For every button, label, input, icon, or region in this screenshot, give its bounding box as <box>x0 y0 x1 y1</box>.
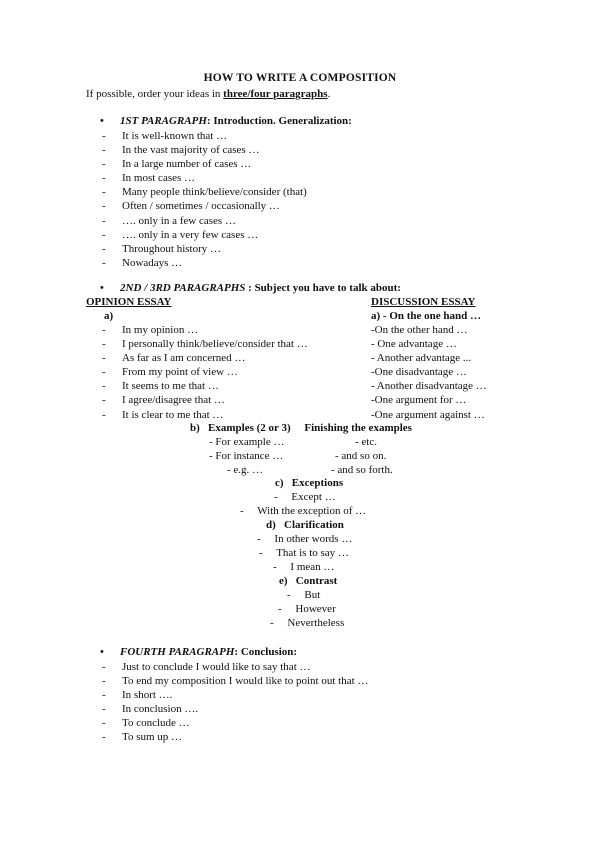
second-paragraph-label: 2ND / 3RD PARAGRAPHS <box>120 282 246 294</box>
opinion-marker: a) <box>104 310 114 322</box>
example-item: - For instance … <box>209 450 284 462</box>
example-item: - e.g. … <box>227 464 264 476</box>
exceptions-heading: c) Exceptions <box>275 477 344 489</box>
contrast-item: - However <box>278 603 336 615</box>
bullet-icon: • <box>100 646 104 658</box>
finishing-item: - etc. <box>355 436 377 448</box>
clarification-item: - In other words … <box>257 533 353 545</box>
first-paragraph-heading-text: : Introduction. Generalization: <box>206 115 352 127</box>
fourth-paragraph-label: FOURTH PARAGRAPH <box>120 646 235 658</box>
intro-text: If possible, order your ideas in <box>86 88 224 100</box>
contrast-item: - Nevertheless <box>270 617 345 629</box>
contrast-item: - But <box>287 589 321 601</box>
fourth-paragraph-heading-text: : Conclusion: <box>234 646 298 658</box>
discussion-first: a) - On the one hand … <box>371 310 482 322</box>
intro-end: . <box>327 88 331 100</box>
opinion-essay-heading: OPINION ESSAY <box>86 296 172 308</box>
clarification-item: - That is to say … <box>259 547 349 559</box>
intro-line <box>86 88 330 100</box>
example-item: - For example … <box>209 436 285 448</box>
examples-heading: b) Examples (2 or 3) Finishing the examples <box>190 422 412 434</box>
contrast-heading: e) Contrast <box>279 575 338 587</box>
bullet-icon: • <box>100 282 104 294</box>
bullet-icon: • <box>100 115 104 127</box>
exception-item: - Except … <box>274 491 336 503</box>
second-paragraph-heading-text: : Subject you have to talk about: <box>245 282 401 294</box>
finishing-item: - and so forth. <box>331 464 393 476</box>
exception-item: - With the exception of … <box>240 505 367 517</box>
clarification-item: - I mean … <box>273 561 335 573</box>
page-title: HOW TO WRITE A COMPOSITION <box>203 72 397 84</box>
first-paragraph-label: 1ST PARAGRAPH <box>120 115 207 127</box>
discussion-essay-heading: DISCUSSION ESSAY <box>371 296 476 308</box>
clarification-heading: d) Clarification <box>266 519 344 531</box>
finishing-item: - and so on. <box>335 450 387 462</box>
intro-emphasis: three/four paragraphs <box>223 88 328 100</box>
